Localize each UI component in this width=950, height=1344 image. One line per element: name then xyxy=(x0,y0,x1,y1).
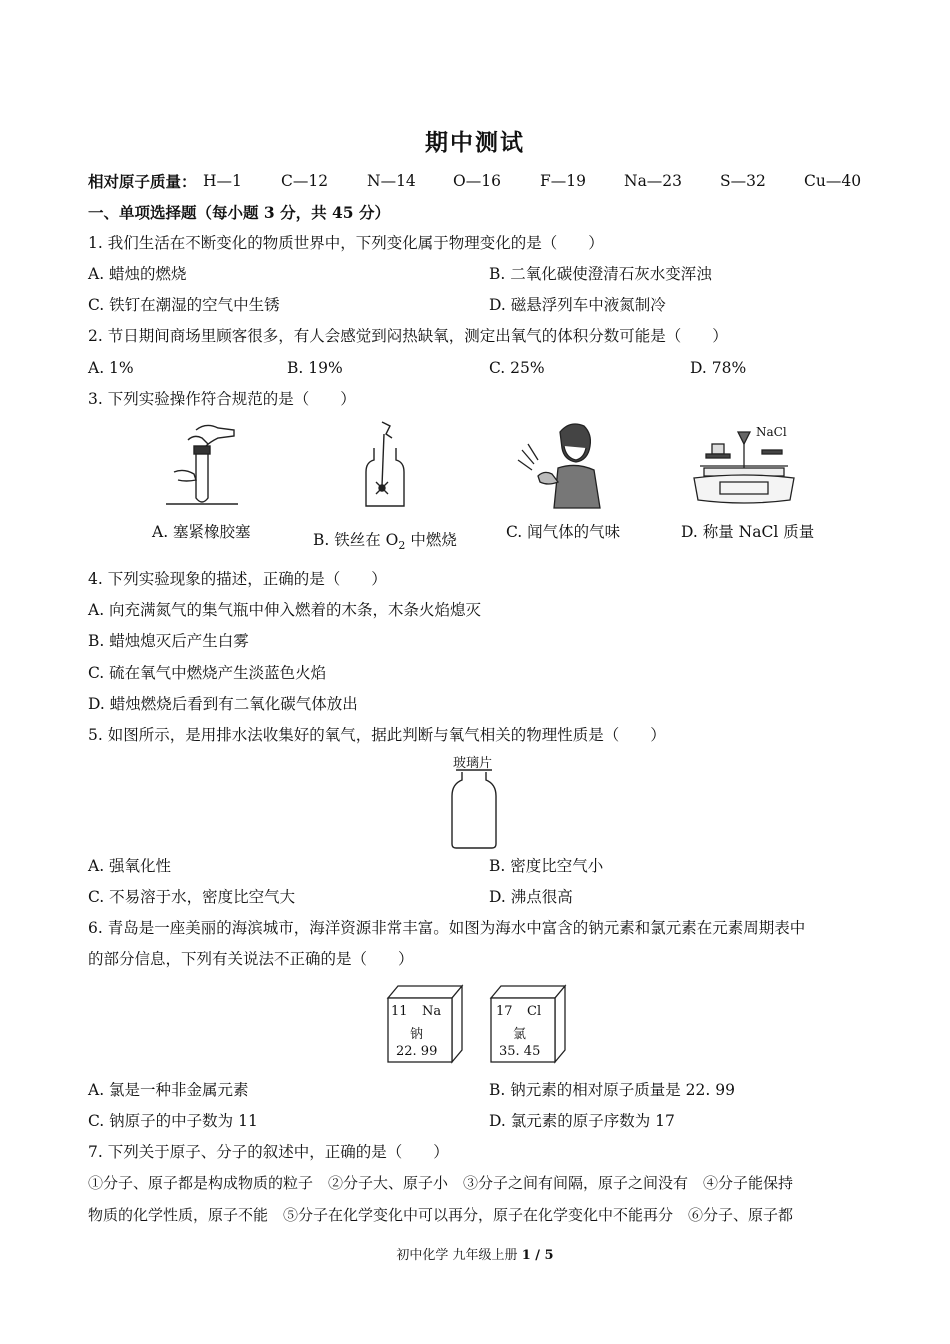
q3-figure-b xyxy=(360,420,410,512)
nacl-label: NaCl xyxy=(756,425,787,439)
q4-option-d: D. 蜡烛燃烧后看到有二氧化碳气体放出 xyxy=(88,695,358,713)
question-3-stem: 3. 下列实验操作符合规范的是（ ） xyxy=(88,390,356,408)
atomic-mass-label: 相对原子质量： xyxy=(88,172,197,191)
q2-option-c: C. 25% xyxy=(489,359,545,377)
q3-option-b-text: B. 铁丝在 O xyxy=(313,531,399,549)
q2-option-b: B. 19% xyxy=(287,359,343,377)
question-7-stem: 7. 下列关于原子、分子的叙述中，正确的是（ ） xyxy=(88,1143,449,1161)
q5-option-b: B. 密度比空气小 xyxy=(489,857,604,875)
q5-gas-bottle-figure xyxy=(448,768,500,850)
page-title: 期中测试 xyxy=(425,129,525,156)
atomic-mass-item: Na—23 xyxy=(624,172,683,190)
page-number: 1 / 5 xyxy=(521,1248,554,1263)
atomic-mass-item: N—14 xyxy=(367,172,416,190)
footer-text: 初中化学 九年级上册 xyxy=(396,1248,522,1263)
q7-statements-line2: 物质的化学性质，原子不能 ⑤分子在化学变化中可以再分，原子在化学变化中不能再分 ⑥分子、原子都 xyxy=(88,1206,794,1224)
atomic-mass-item: H—1 xyxy=(203,172,242,190)
question-1-stem: 1. 我们生活在不断变化的物质世界中，下列变化属于物理变化的是（ ） xyxy=(88,234,604,252)
chlorine-symbol: Cl xyxy=(527,1004,542,1019)
question-2-stem: 2. 节日期间商场里顾客很多，有人会感觉到闷热缺氧，测定出氧气的体积分数可能是（ ） xyxy=(88,327,728,345)
q3-option-d: D. 称量 NaCl 质量 xyxy=(681,523,815,541)
q3-option-a: A. 塞紧橡胶塞 xyxy=(152,523,251,541)
question-4-stem: 4. 下列实验现象的描述，正确的是（ ） xyxy=(88,570,387,588)
chlorine-number: 17 xyxy=(496,1004,513,1019)
q3-figure-a xyxy=(166,420,246,512)
chlorine-mass: 35. 45 xyxy=(499,1044,541,1059)
atomic-mass-item: S—32 xyxy=(720,172,766,190)
q1-option-b: B. 二氧化碳使澄清石灰水变浑浊 xyxy=(489,265,712,283)
q2-option-a: A. 1% xyxy=(88,359,134,377)
question-6-stem-line1: 6. 青岛是一座美丽的海滨城市，海洋资源非常丰富。如图为海水中富含的钠元素和氯元素在元素周期表中 xyxy=(88,919,806,937)
q1-option-a: A. 蜡烛的燃烧 xyxy=(88,265,187,283)
q6-option-b: B. 钠元素的相对原子质量是 22. 99 xyxy=(489,1081,735,1099)
q1-option-c: C. 铁钉在潮湿的空气中生锈 xyxy=(88,296,280,314)
q3-figure-d xyxy=(690,422,798,508)
q3-option-b xyxy=(313,528,457,552)
atomic-mass-item: O—16 xyxy=(453,172,501,190)
q3-option-c: C. 闻气体的气味 xyxy=(506,523,621,541)
q5-option-a: A. 强氧化性 xyxy=(88,857,172,875)
sodium-name: 钠 xyxy=(410,1027,424,1042)
q6-option-d: D. 氯元素的原子序数为 17 xyxy=(489,1112,675,1130)
atomic-mass-item: C—12 xyxy=(281,172,329,190)
q3-option-b-subscript: 2 xyxy=(398,539,406,553)
sodium-mass: 22. 99 xyxy=(396,1044,438,1059)
q4-option-a: A. 向充满氮气的集气瓶中伸入燃着的木条，木条火焰熄灭 xyxy=(88,601,482,619)
q1-option-d: D. 磁悬浮列车中液氮制冷 xyxy=(489,296,666,314)
q2-option-d: D. 78% xyxy=(690,359,747,377)
question-6-stem-line2: 的部分信息，下列有关说法不正确的是（ ） xyxy=(88,950,414,968)
page-footer xyxy=(0,1244,950,1263)
section-heading: 一、单项选择题（每小题 3 分，共 45 分） xyxy=(88,203,390,222)
sodium-symbol: Na xyxy=(422,1004,442,1019)
q4-option-b: B. 蜡烛熄灭后产生白雾 xyxy=(88,632,249,650)
q6-option-a: A. 氯是一种非金属元素 xyxy=(88,1081,249,1099)
q4-option-c: C. 硫在氧气中燃烧产生淡蓝色火焰 xyxy=(88,664,327,682)
q3-figure-c xyxy=(518,420,608,512)
q3-option-b-suffix: 中燃烧 xyxy=(405,531,457,549)
glass-plate-label: 玻璃片 xyxy=(453,756,493,771)
chlorine-name: 氯 xyxy=(513,1027,527,1042)
q5-option-c: C. 不易溶于水，密度比空气大 xyxy=(88,888,296,906)
atomic-mass-item: Cu—40 xyxy=(804,172,862,190)
q5-option-d: D. 沸点很高 xyxy=(489,888,573,906)
sodium-number: 11 xyxy=(391,1004,408,1019)
q6-option-c: C. 钠原子的中子数为 11 xyxy=(88,1112,258,1130)
question-5-stem: 5. 如图所示，是用排水法收集好的氧气，据此判断与氧气相关的物理性质是（ ） xyxy=(88,726,666,744)
atomic-mass-item: F—19 xyxy=(540,172,586,190)
q7-statements-line1: ①分子、原子都是构成物质的粒子 ②分子大、原子小 ③分子之间有间隔，原子之间没有 ④分子能保持 xyxy=(88,1174,794,1192)
